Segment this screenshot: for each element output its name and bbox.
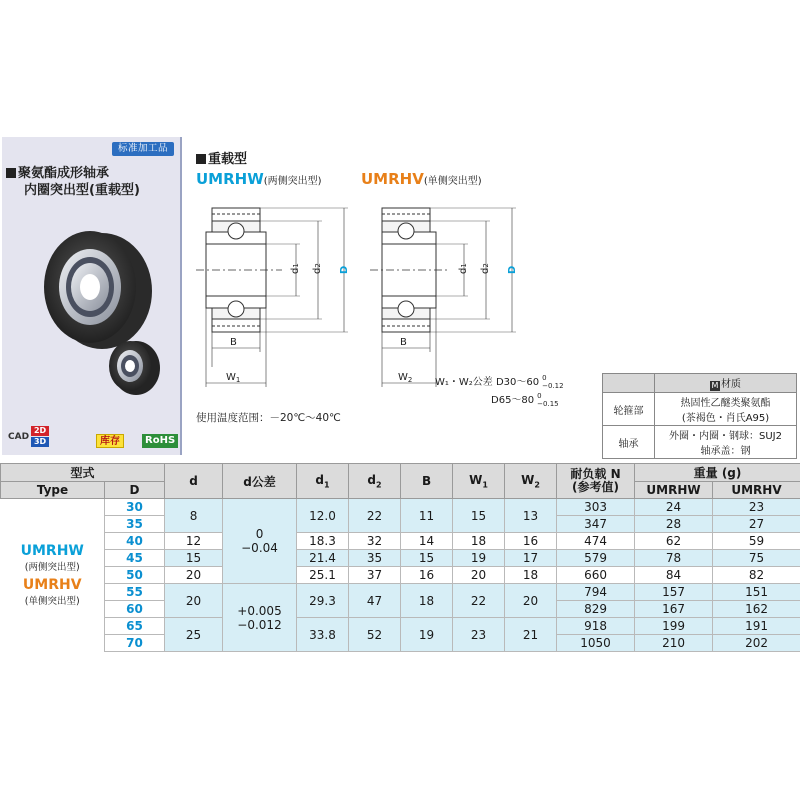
type-umrhv-sub: (单侧突出型) — [24, 596, 80, 608]
width-tolerance-line1 — [435, 373, 564, 390]
header-d1: $d_1$ — [297, 464, 349, 499]
tol2-upper: 0 — [537, 392, 542, 400]
type-cell — [1, 499, 105, 652]
cell-d-tolerance: 0 −0.04 — [223, 499, 297, 584]
tolerance-line1-text: W₁・W₂公差 D30～60 — [435, 377, 540, 388]
cad-3d-badge[interactable]: 3D — [31, 437, 49, 447]
header-w2: $W_2$ — [505, 464, 557, 499]
cell-b: 16 — [401, 567, 453, 584]
model-umrhv-name: UMRHV — [361, 170, 424, 188]
spec-header-row — [1, 464, 800, 482]
header-weight: 重量 (g) — [635, 464, 800, 482]
cell-weight-umrhw: 157 — [635, 584, 713, 601]
header-model: 型式 — [1, 464, 165, 482]
cell-w2: 16 — [505, 533, 557, 550]
material-m-icon: M — [711, 381, 719, 390]
cell-d2: 35 — [349, 550, 401, 567]
standard-processing-badge: 标准加工品 — [112, 142, 174, 156]
cell-b: 19 — [401, 618, 453, 652]
cell-load: 918 — [557, 618, 635, 635]
cell-w1: 18 — [453, 533, 505, 550]
cell-w2: 20 — [505, 584, 557, 618]
table-row — [1, 567, 800, 584]
cad-badge[interactable] — [8, 426, 49, 447]
tolerance-line1-values — [542, 374, 563, 390]
cell-w2: 18 — [505, 567, 557, 584]
dim-D-label: D — [339, 265, 350, 274]
cell-outer-d: 55 — [105, 584, 165, 601]
cell-weight-umrhv: 151 — [713, 584, 800, 601]
cell-d-tolerance: +0.005 −0.012 — [223, 584, 297, 652]
type-umrhw-sub: (两侧突出型) — [24, 562, 80, 574]
cell-weight-umrhw: 24 — [635, 499, 713, 516]
header-weight-umrhw: UMRHW — [635, 482, 713, 499]
cell-w2: 13 — [505, 499, 557, 533]
cell-d1: 12.0 — [297, 499, 349, 533]
product-title-line1: 聚氨酯成形轴承 — [18, 166, 110, 181]
header-type: Type — [1, 482, 105, 499]
cell-d: 20 — [165, 584, 223, 618]
product-summary-panel — [2, 137, 182, 455]
cell-load: 303 — [557, 499, 635, 516]
cell-b: 11 — [401, 499, 453, 533]
header-d: d — [165, 464, 223, 499]
cell-load: 660 — [557, 567, 635, 584]
material-row — [603, 426, 797, 459]
header-d-tolerance: d公差 — [223, 464, 297, 499]
material-table — [602, 373, 797, 459]
material-part: 轮箍部 — [603, 393, 655, 426]
cad-2d-badge[interactable]: 2D — [31, 426, 49, 436]
dim-d1-label: d1 — [290, 263, 301, 274]
cell-d: 25 — [165, 618, 223, 652]
umrhw-section — [196, 208, 348, 387]
cell-outer-d: 65 — [105, 618, 165, 635]
cell-load: 829 — [557, 601, 635, 618]
cell-d1: 21.4 — [297, 550, 349, 567]
material-value-line2: 轴承盖：钢 — [700, 446, 751, 457]
dim-d1-label-v: d1 — [458, 263, 469, 274]
material-value — [655, 393, 797, 426]
cell-weight-umrhv: 162 — [713, 601, 800, 618]
cell-d1: 18.3 — [297, 533, 349, 550]
dim-D-label-v: D — [507, 265, 518, 274]
cell-w2: 21 — [505, 618, 557, 652]
cell-outer-d: 40 — [105, 533, 165, 550]
cell-load: 347 — [557, 516, 635, 533]
table-row — [1, 584, 800, 601]
cell-w1: 20 — [453, 567, 505, 584]
tolerance-line2-values — [537, 392, 558, 408]
material-header — [655, 374, 797, 393]
cell-d2: 52 — [349, 618, 401, 652]
tolerance-line2-text: D65～80 — [491, 395, 535, 406]
header-outer-d: D — [105, 482, 165, 499]
cell-weight-umrhw: 28 — [635, 516, 713, 533]
cell-b: 14 — [401, 533, 453, 550]
tol2-lower: −0.15 — [537, 400, 559, 408]
model-umrhw-name: UMRHW — [196, 170, 264, 188]
model-umrhw-heading — [196, 169, 322, 188]
cell-weight-umrhw: 78 — [635, 550, 713, 567]
cell-outer-d: 30 — [105, 499, 165, 516]
bearing-cross-section-drawing — [186, 192, 606, 402]
cell-w1: 23 — [453, 618, 505, 652]
cell-outer-d: 35 — [105, 516, 165, 533]
cell-d1: 33.8 — [297, 618, 349, 652]
dim-w2-label: $W_2$ — [398, 372, 413, 384]
cell-weight-umrhv: 202 — [713, 635, 800, 652]
cell-d2: 37 — [349, 567, 401, 584]
material-value-line2: (茶褐色・肖氏A95) — [681, 413, 770, 424]
cell-load: 579 — [557, 550, 635, 567]
cell-d2: 32 — [349, 533, 401, 550]
square-bullet-icon — [6, 168, 16, 178]
material-header-empty — [603, 374, 655, 393]
cell-weight-umrhw: 199 — [635, 618, 713, 635]
cell-w2: 17 — [505, 550, 557, 567]
type-umrhw: UMRHW — [20, 543, 84, 560]
table-row — [1, 550, 800, 567]
table-row — [1, 499, 800, 516]
cell-outer-d: 60 — [105, 601, 165, 618]
cell-d: 8 — [165, 499, 223, 533]
cell-weight-umrhv: 75 — [713, 550, 800, 567]
drawing-panel — [186, 137, 800, 455]
cell-outer-d: 45 — [105, 550, 165, 567]
cell-weight-umrhw: 210 — [635, 635, 713, 652]
cell-weight-umrhw: 62 — [635, 533, 713, 550]
model-umrhv-sub: (单侧突出型) — [423, 176, 482, 187]
cell-d: 20 — [165, 567, 223, 584]
cell-load: 474 — [557, 533, 635, 550]
model-umrhw-sub: (两侧突出型) — [263, 176, 322, 187]
umrhv-section — [370, 208, 516, 387]
tol1-upper: 0 — [542, 374, 547, 382]
dim-w1-label: $W_1$ — [226, 372, 241, 384]
cell-weight-umrhv: 191 — [713, 618, 800, 635]
cell-w1: 19 — [453, 550, 505, 567]
dim-b-label: B — [230, 337, 237, 348]
dim-d2-label-v: d2 — [480, 263, 491, 274]
cell-weight-umrhw: 84 — [635, 567, 713, 584]
cell-d2: 47 — [349, 584, 401, 618]
cell-d1: 29.3 — [297, 584, 349, 618]
product-header — [0, 137, 800, 455]
cell-d2: 22 — [349, 499, 401, 533]
material-row — [603, 393, 797, 426]
cell-outer-d: 70 — [105, 635, 165, 652]
material-value-line1: 热固性乙醚类聚氨酯 — [680, 398, 771, 409]
tol1-lower: −0.12 — [542, 382, 564, 390]
material-value-line1: 外圈・内圈・钢球：SUJ2 — [669, 431, 782, 442]
cell-weight-umrhv: 23 — [713, 499, 800, 516]
cell-weight-umrhv: 59 — [713, 533, 800, 550]
cell-b: 15 — [401, 550, 453, 567]
rohs-badge: RoHS — [142, 434, 178, 448]
square-bullet-icon — [196, 154, 206, 164]
header-d2: $d_2$ — [349, 464, 401, 499]
cell-d: 15 — [165, 550, 223, 567]
cell-b: 18 — [401, 584, 453, 618]
header-weight-umrhv: UMRHV — [713, 482, 800, 499]
cell-d: 12 — [165, 533, 223, 550]
material-value — [655, 426, 797, 459]
model-umrhv-heading — [361, 169, 482, 188]
cad-label: CAD — [8, 431, 30, 442]
cell-w1: 15 — [453, 499, 505, 533]
cell-weight-umrhv: 27 — [713, 516, 800, 533]
stock-badge: 库存 — [96, 434, 124, 448]
table-row — [1, 618, 800, 635]
type-umrhv: UMRHV — [22, 577, 82, 594]
cell-weight-umrhw: 167 — [635, 601, 713, 618]
width-tolerance-line2 — [491, 391, 559, 408]
material-header-text: 材质 — [721, 379, 741, 390]
product-photo — [32, 215, 182, 405]
cell-weight-umrhv: 82 — [713, 567, 800, 584]
material-part: 轴承 — [603, 426, 655, 459]
section-heading-text: 重载型 — [208, 152, 248, 167]
cell-outer-d: 50 — [105, 567, 165, 584]
cell-d1: 25.1 — [297, 567, 349, 584]
section-heading — [196, 148, 247, 167]
temperature-range: 使用温度范围：－20℃～40℃ — [196, 412, 341, 424]
cell-load: 794 — [557, 584, 635, 601]
dim-d2-label: d2 — [312, 263, 323, 274]
cell-w1: 22 — [453, 584, 505, 618]
product-subtitle: 内圈突出型(重载型) — [24, 183, 140, 198]
cell-load: 1050 — [557, 635, 635, 652]
table-row — [1, 533, 800, 550]
header-w1: $W_1$ — [453, 464, 505, 499]
material-header-row — [603, 374, 797, 393]
header-b: B — [401, 464, 453, 499]
header-load: 耐负载 N (参考值) — [557, 464, 635, 499]
dim-b-label-v: B — [400, 337, 407, 348]
specification-table — [0, 463, 800, 652]
